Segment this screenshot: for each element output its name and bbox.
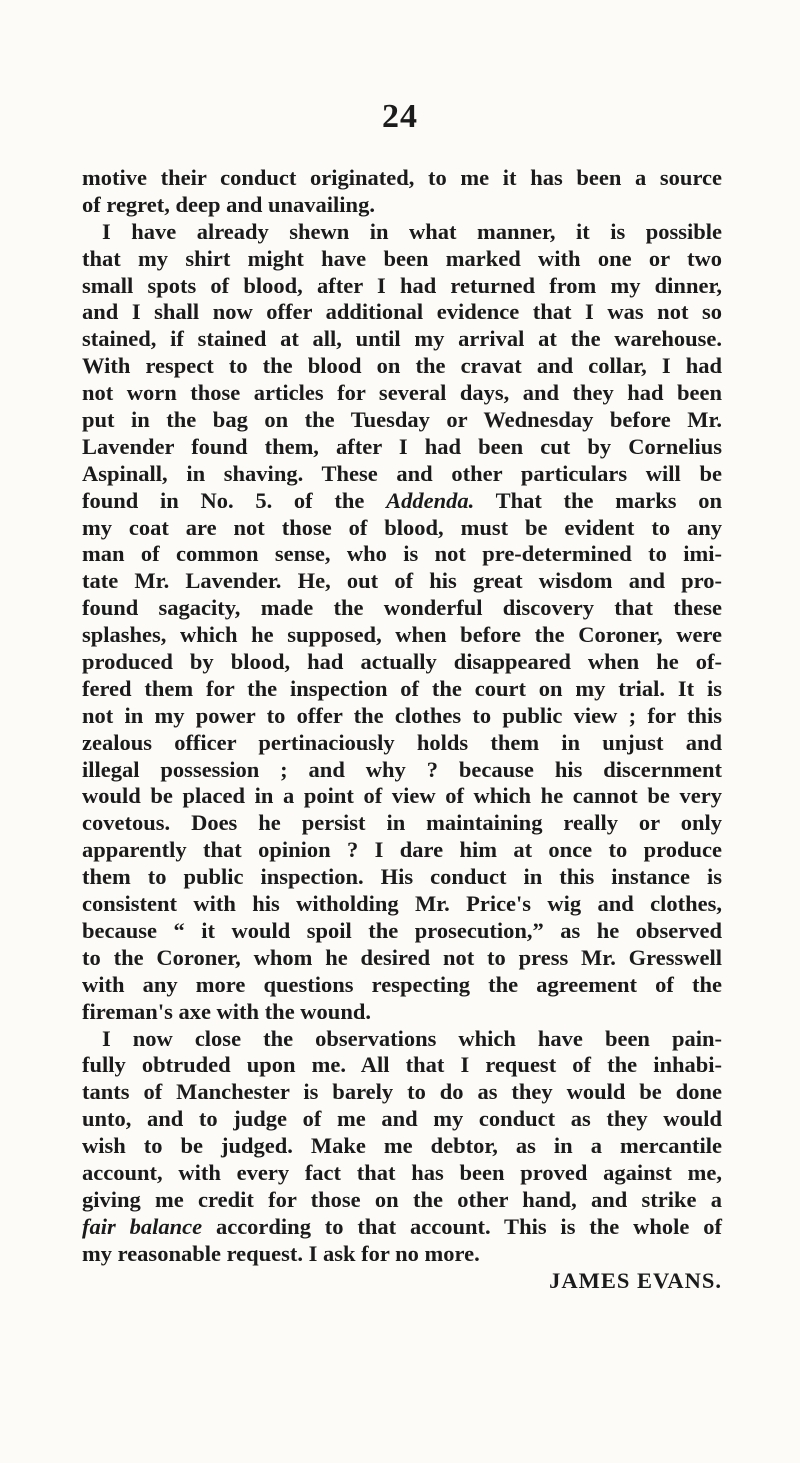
text-line: them to public inspection. His conduct in this instance is	[82, 864, 722, 890]
text-line: put in the bag on the Tuesday or Wednesday before Mr.	[82, 407, 722, 433]
text-line: apparently that opinion ? I dare him at once to produce	[82, 837, 722, 863]
text-line: with any more questions respecting the agreement of the	[82, 971, 722, 997]
text-line: I now close the observations which have been pain-	[102, 1025, 722, 1051]
text-line: zealous officer pertinaciously holds them in unjust and	[82, 729, 722, 755]
text-line: man of common sense, who is not pre-determined to imi-	[82, 541, 722, 567]
text-line: motive their conduct originated, to me it has been a source	[82, 165, 722, 190]
text-line: found sagacity, made the wonderful discovery that these	[82, 595, 722, 621]
text-line: not worn those articles for several days, and they had been	[82, 380, 722, 406]
text-line: wish to be judged. Make me debtor, as in a mercantile	[82, 1133, 722, 1159]
italic-term: fair balance	[82, 1213, 203, 1239]
text-line: because “ it would spoil the prosecution,” as he observed	[82, 917, 722, 943]
text-line: tants of Manchester is barely to do as they would be done	[82, 1079, 722, 1105]
text-line: tate Mr. Lavender. He, out of his great wisdom and pro-	[82, 568, 722, 594]
text-line: consistent with his witholding Mr. Price's wig and clothes,	[82, 891, 722, 917]
text-segment: according to that account. This is the whole of	[215, 1213, 722, 1239]
text-line-mixed	[82, 1214, 722, 1241]
text-line: and I shall now offer additional evidence that I was not so	[82, 299, 722, 325]
text-line: produced by blood, had actually disappeared when he of-	[82, 649, 722, 675]
text-line: that my shirt might have been marked with one or two	[82, 245, 722, 271]
text-line: stained, if stained at all, until my arrival at the warehouse.	[82, 326, 722, 352]
text-line: not in my power to offer the clothes to public view ; for this	[82, 702, 722, 728]
page-body	[82, 165, 722, 1294]
text-line-mixed	[82, 488, 722, 515]
signature: JAMES EVANS.	[549, 1267, 722, 1293]
text-line-mixed	[82, 1187, 722, 1214]
text-line: fered them for the inspection of the court on my trial. It is	[82, 675, 722, 701]
text-line: unto, and to judge of me and my conduct as they would	[82, 1106, 722, 1132]
page-number: 24	[382, 98, 418, 135]
text-line: account, with every fact that has been proved against me,	[82, 1159, 722, 1185]
italic-term: Addenda.	[386, 487, 475, 513]
text-line: covetous. Does he persist in maintaining really or only	[82, 810, 722, 836]
text-line: Lavender found them, after I had been cut by Cornelius	[82, 433, 722, 459]
text-segment: That the marks on	[495, 487, 722, 513]
text-line: my reasonable request. I ask for no more.	[82, 1240, 480, 1266]
text-line: small spots of blood, after I had returned from my dinner,	[82, 272, 722, 298]
text-line: Aspinall, in shaving. These and other particulars will be	[82, 460, 722, 486]
text-line: would be placed in a point of view of which he cannot be very	[82, 783, 722, 809]
text-line: With respect to the blood on the cravat and collar, I had	[82, 353, 722, 379]
text-line: to the Coroner, whom he desired not to press Mr. Gresswell	[82, 944, 722, 970]
text-line: of regret, deep and unavailing.	[82, 191, 375, 217]
text-line: fireman's axe with the wound.	[82, 998, 371, 1024]
text-line: I have already shewn in what manner, it is possible	[102, 218, 722, 244]
text-line: fully obtruded upon me. All that I request of the inhabi-	[82, 1052, 722, 1078]
text-segment: found in No. 5. of the	[82, 487, 365, 513]
text-line: illegal possession ; and why ? because his discernment	[82, 756, 722, 782]
text-segment: giving me credit for those on the other hand, and strike a	[82, 1186, 722, 1212]
text-line: my coat are not those of blood, must be evident to any	[82, 514, 722, 540]
text-line: splashes, which he supposed, when before the Coroner, were	[82, 622, 722, 648]
